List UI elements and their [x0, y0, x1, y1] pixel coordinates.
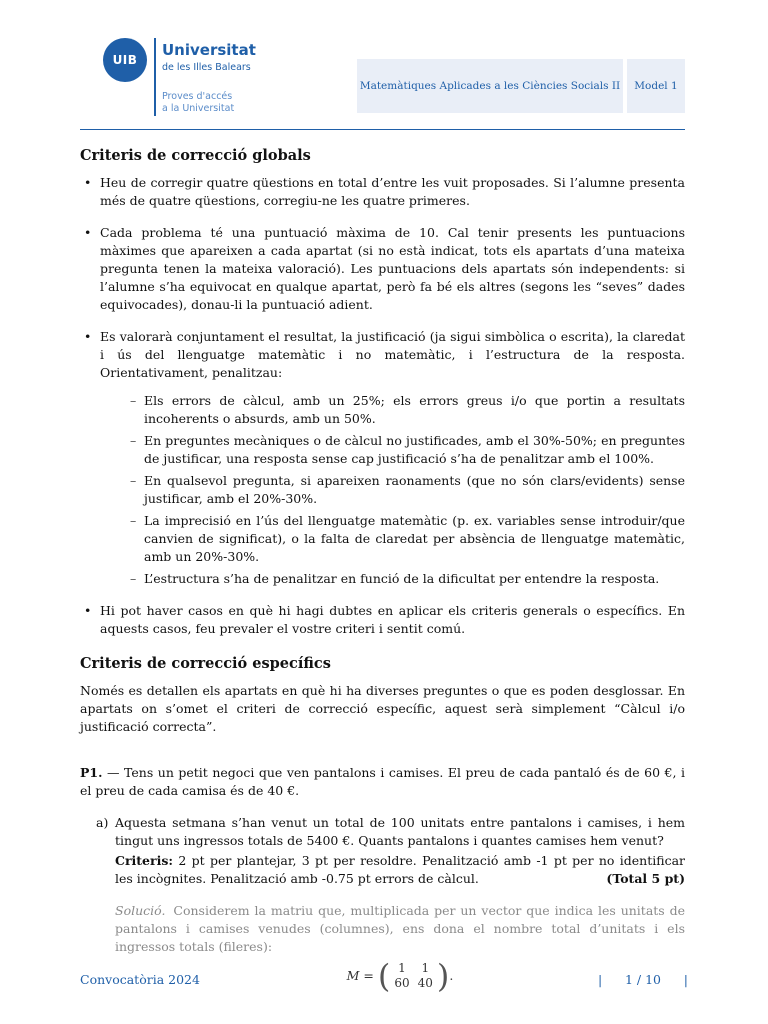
course-title: Matemàtiques Aplicades a les Ciències Socials II — [359, 80, 621, 92]
global-criteria-item: • Heu de corregir quatre qüestions en total d’entre les vuit proposades. Si l’alumne presenta més de quatre qüestions, corregiu-ne les quatre primeres. — [80, 174, 685, 210]
page-content — [80, 146, 685, 995]
penalty-list — [100, 392, 685, 588]
problem-1-statement — [80, 764, 685, 800]
criteria-text: 2 pt per plantejar, 3 pt per resoldre. Penalització amb -1 pt per no identificar les incògnites. Penalització amb -0.75 pt errors de càlcul. — [115, 853, 685, 886]
penalty-item: – L’estructura s’ha de penalitzar en funció de la dificultat per entendre la resposta. — [130, 570, 685, 588]
logo-proves-line-1: Proves d'accés — [162, 91, 233, 102]
part-a-label: a) — [96, 815, 109, 830]
global-criteria-heading: Criteris de correcció globals — [80, 147, 311, 164]
logo-university-subtitle: de les Illes Balears — [162, 62, 251, 73]
left-paren: ( — [377, 957, 391, 995]
solution-label: Solució. — [115, 903, 166, 918]
problem-1-part-a — [80, 814, 685, 888]
penalty-item: – En preguntes mecàniques o de càlcul no justificades, amb el 30%-50%; en preguntes de justificar, una resposta sense cap justificació s’ha de penalitzar amb el 100%. — [130, 432, 685, 468]
part-a-text: Aquesta setmana s’han venut un total de 100 unitats entre pantalons i camises, i hem tingut uns ingressos totals de 5400 €. Quants pantalons i quantes camises hem venut? — [115, 815, 685, 848]
footer-separator: | — [683, 972, 688, 987]
matrix-cell: 60 — [394, 976, 410, 990]
penalty-item: – En qualsevol pregunta, si apareixen raonaments (que no són clars/evidents) sense justificar, amb el 20%-30%. — [130, 472, 685, 508]
logo-proves-line-2: a la Universitat — [162, 103, 235, 114]
problem-1-label: P1. — [80, 765, 103, 780]
penalty-item: – La imprecisió en l’ús del llenguatge matemàtic (p. ex. variables sense introduir/que canvien de significat), o la falta de claredat per absència de llenguatge matemàtic, amb un 20%-30%. — [130, 512, 685, 566]
global-criteria-item-text: Es valorarà conjuntament el resultat, la justificació (ja sigui simbòlica o escrita), la claredat i ús del llenguatge matemàtic i no matemàtic, i l’estructura de la resposta. Orientativament, penalitzau: — [100, 329, 685, 380]
right-paren: ) — [436, 957, 450, 995]
global-criteria-item: • Hi pot haver casos en què hi hagi dubtes en aplicar els criteris generals o específics. En aquests casos, feu prevaler el vostre criteri i sentit comú. — [80, 602, 685, 638]
criteria-label: Criteris: — [115, 853, 173, 868]
matrix-cell: 40 — [417, 976, 433, 990]
specific-criteria-intro: Només es detallen els apartats en què hi ha diverses preguntes o que es poden desglossar. En apartats on s’omet el criteri de correcció específic, aquest serà simplement “Càlcul i/o justificació correcta”. — [80, 683, 685, 734]
global-criteria-list — [80, 174, 685, 638]
matrix-cell: 1 — [421, 961, 430, 975]
header-rule — [80, 129, 685, 130]
global-criteria-item — [80, 328, 685, 588]
logo-university-name: Universitat — [162, 41, 256, 59]
course-title-box — [357, 59, 623, 113]
specific-criteria-heading: Criteris de correcció específics — [80, 655, 331, 672]
global-criteria-item: • Cada problema té una puntuació màxima de 10. Cal tenir presents les puntuacions màximes que apareixen a cada apartat (si no està indicat, tots els apartats d’una mateixa pregunta tenen la mateixa valoració). Les puntuacions dels apartats són independents: si l’alumne s’ha equivocat en qualque apartat, però fa bé els altres (segons les “seves” dades equivocades), donau-li la puntuació adient. — [80, 224, 685, 314]
logo-proves-text — [162, 91, 272, 115]
matrix-lhs: M = — [346, 968, 374, 983]
problem-1-dash: — — [106, 765, 120, 780]
footer-page-indicator — [598, 972, 688, 987]
page-number: 1 / 10 — [624, 972, 662, 987]
penalty-item: – Els errors de càlcul, amb un 25%; els errors greus i/o que portin a resultats incoherents o absurds, amb un 50%. — [130, 392, 685, 428]
matrix-table — [390, 961, 437, 991]
part-a-criteria — [115, 852, 685, 888]
matrix-cell: 1 — [398, 961, 406, 975]
model-box — [627, 59, 685, 113]
matrix-end: . — [449, 968, 454, 983]
logo-badge-text: UIB — [112, 53, 138, 67]
uib-logo — [103, 38, 147, 82]
problem-1-text: Tens un petit negoci que ven pantalons i camises. El preu de cada pantaló és de 60 €, i el preu de cada camisa és de 40 €. — [80, 765, 685, 798]
logo-divider — [154, 38, 156, 116]
criteria-total: (Total 5 pt) — [606, 871, 685, 886]
footer-separator: | — [598, 972, 603, 987]
footer-convocatoria: Convocatòria 2024 — [80, 972, 200, 987]
model-label: Model 1 — [634, 80, 678, 92]
solution-text: Considerem la matriu que, multiplicada per un vector que indica les unitats de pantalons i camises venudes (columnes), ens dona el nombre total d’unitats i els ingressos totals (fileres): — [115, 903, 685, 954]
